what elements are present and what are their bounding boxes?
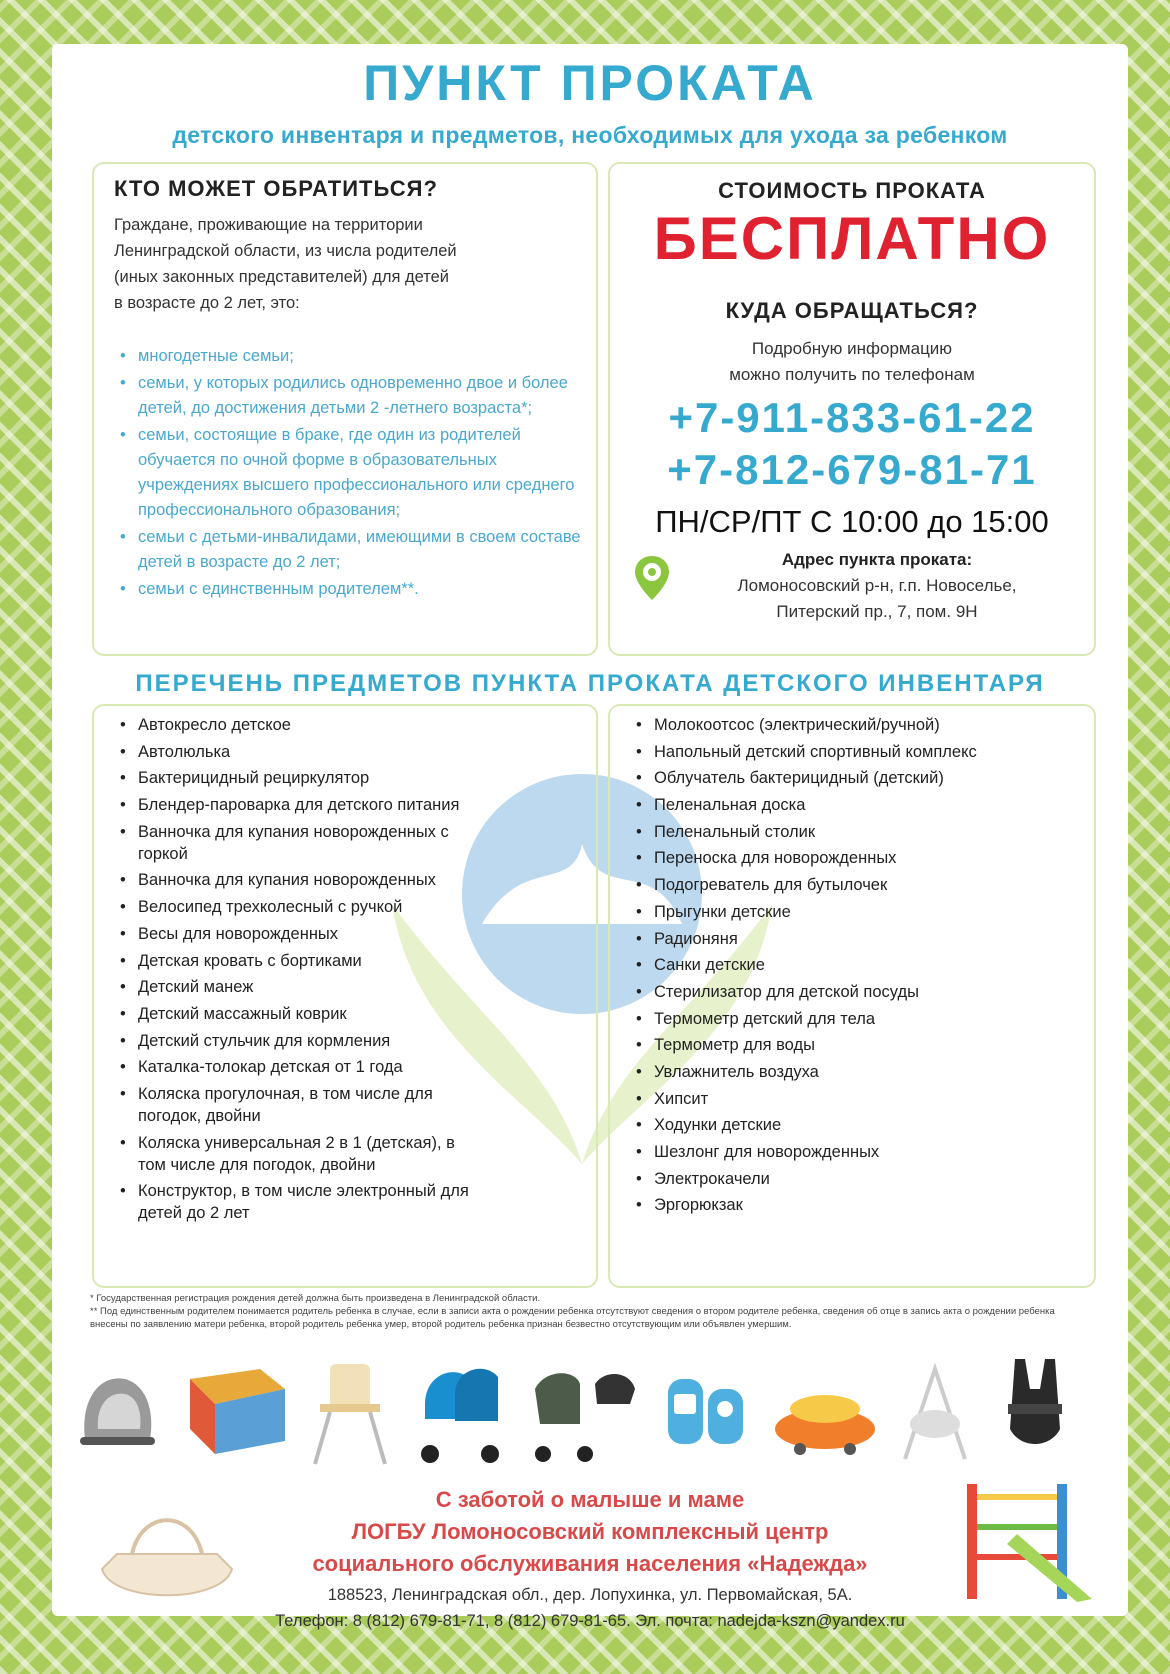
baby-carrier-image: [990, 1349, 1080, 1467]
contact-text: [610, 336, 1094, 388]
footer-contact-info: Телефон: 8 (812) 679-81-71, 8 (812) 679-81-65. Эл. почта: nadejda-kszn@yandex.ru: [275, 1612, 905, 1630]
inventory-item: • Автокресло детское: [116, 714, 586, 736]
inventory-item: • Увлажнитель воздуха: [632, 1061, 1084, 1083]
inventory-item: • Стерилизатор для детской посуды: [632, 981, 1084, 1003]
phone-number-2[interactable]: +7-812-679-81-71: [667, 446, 1037, 493]
inventory-item: • Термометр для воды: [632, 1034, 1084, 1056]
inventory-box-right: [608, 704, 1096, 1288]
inventory-list-right: [632, 714, 1084, 1221]
contact-text-line: Подробную информацию: [751, 339, 953, 358]
footnote-2: ** Под единственным родителем понимается родитель ребенка в случае, если в записи акта о рождении ребенка отсутствуют сведения о втором родителе ребенка, сведения об отце в запись акта о рождении ребенка внесены по заявлению матери ребенка, второй родитель ребенка умер, второй родитель ребенка признан безвестно отсутствующим или объявлен умершим.: [90, 1306, 1055, 1330]
inventory-item: • Переноска для новорожденных: [632, 847, 1084, 869]
contact-text-line: можно получить по телефонам: [729, 365, 975, 384]
inventory-item: • Ходунки детские: [632, 1114, 1084, 1136]
inventory-item: • Ванночка для купания новорожденных: [116, 869, 586, 891]
inventory-item: • Бактерицидный рециркулятор: [116, 767, 586, 789]
inventory-item: • Эргорюкзак: [632, 1194, 1084, 1216]
eligibility-item: • семьи, состоящие в браке, где один из родителей обучается по очной форме в образовательных учреждениях высшего профессионального или среднего профессионального образования;: [114, 423, 584, 523]
eligibility-box: [92, 162, 598, 656]
price-contact-box: [608, 162, 1096, 656]
footer-org-line-1: ЛОГБУ Ломоносовский комплексный центр: [351, 1519, 829, 1544]
inventory-item: • Блендер-пароварка для детского питания: [116, 794, 586, 816]
inventory-item: • Ванночка для купания новорожденных с горкой: [116, 821, 478, 865]
eligibility-text-line: Граждане, проживающие на территории: [114, 216, 423, 234]
inventory-item: • Молокоотсос (электрический/ручной): [632, 714, 1084, 736]
price-value: БЕСПЛАТНО: [653, 205, 1051, 272]
phone-number-1[interactable]: +7-911-833-61-22: [668, 394, 1036, 441]
inventory-item: • Коляска прогулочная, в том числе для погодок, двойни: [116, 1083, 438, 1127]
inventory-item: • Коляска универсальная 2 в 1 (детская), в том числе для погодок, двойни: [116, 1132, 468, 1176]
address-line-2: Питерский пр., 7, пом. 9Н: [776, 602, 978, 621]
inventory-item: • Пеленальный столик: [632, 821, 1084, 843]
inventory-item: • Детский стульчик для кормления: [116, 1030, 586, 1052]
eligibility-item: • семьи, у которых родились одновременно двое и более детей, до достижения детьми 2 -летнего возраста*;: [114, 371, 584, 421]
footnote-1: * Государственная регистрация рождения детей должна быть произведена в Ленинградской области.: [90, 1293, 541, 1304]
eligibility-text-line: Ленинградской области, из числа родителей: [114, 242, 457, 260]
working-hours: ПН/СР/ПТ С 10:00 до 15:00: [655, 504, 1049, 539]
eligibility-heading: КТО МОЖЕТ ОБРАТИТЬСЯ?: [114, 176, 438, 201]
inventory-list-left: [116, 714, 586, 1229]
inventory-item: • Пеленальная доска: [632, 794, 1084, 816]
contact-heading: КУДА ОБРАЩАТЬСЯ?: [725, 298, 979, 323]
address-title: Адрес пункта проката:: [781, 550, 973, 569]
inventory-item: • Детский массажный коврик: [116, 1003, 586, 1025]
eligibility-item: • семьи с детьми-инвалидами, имеющими в своем составе детей в возрасте до 2 лет;: [114, 525, 584, 575]
footnotes: [90, 1292, 1090, 1331]
inventory-item: • Прыгунки детские: [632, 901, 1084, 923]
inventory-item: • Велосипед трехколесный с ручкой: [116, 896, 586, 918]
inventory-item: • Каталка-толокар детская от 1 года: [116, 1056, 586, 1078]
eligibility-item: • семьи с единственным родителем**.: [114, 577, 584, 602]
address-line-1: Ломоносовский р-н, г.п. Новоселье,: [737, 576, 1017, 595]
inventory-item: • Подогреватель для бутылочек: [632, 874, 1084, 896]
twin-stroller-image: [410, 1349, 510, 1467]
inventory-item: • Конструктор, в том числе электронный для детей до 2 лет: [116, 1180, 478, 1224]
eligibility-list: [114, 344, 584, 604]
inventory-item: • Автолюлька: [116, 741, 586, 763]
inventory-item: • Напольный детский спортивный комплекс: [632, 741, 1084, 763]
inventory-item: • Шезлонг для новорожденных: [632, 1141, 1084, 1163]
inventory-item: • Хипсит: [632, 1088, 1084, 1110]
high-chair-image: [305, 1349, 395, 1467]
inventory-heading: ПЕРЕЧЕНЬ ПРЕДМЕТОВ ПУНКТА ПРОКАТА ДЕТСКОГО ИНВЕНТАРЯ: [135, 670, 1045, 697]
page-subtitle: детского инвентаря и предметов, необходимых для ухода за ребенком: [172, 122, 1008, 148]
baby-swing-image: [890, 1349, 980, 1467]
inventory-item: • Термометр детский для тела: [632, 1008, 1084, 1030]
poster-sheet: [52, 44, 1128, 1630]
footer-slogan: С заботой о малыше и маме: [435, 1487, 745, 1512]
product-images-row: [70, 1349, 1110, 1469]
eligibility-text-line: (иных законных представителей) для детей: [114, 268, 449, 286]
playpen-image: [180, 1349, 290, 1467]
eligibility-text-line: в возрасте до 2 лет, это:: [114, 294, 300, 312]
car-seat-image: [70, 1349, 160, 1467]
inventory-item: • Радионяня: [632, 928, 1084, 950]
footer-address: 188523, Ленинградская обл., дер. Лопухинка, ул. Первомайская, 5А.: [327, 1586, 853, 1604]
page-title: ПУНКТ ПРОКАТА: [363, 55, 817, 111]
inventory-box-left: [92, 704, 598, 1288]
price-heading: СТОИМОСТЬ ПРОКАТА: [718, 178, 986, 203]
stroller-image: [525, 1349, 640, 1467]
inventory-item: • Весы для новорожденных: [116, 923, 586, 945]
inventory-item: • Детская кровать с бортиками: [116, 950, 586, 972]
inventory-item: • Детский манеж: [116, 976, 586, 998]
eligibility-text: [114, 212, 574, 316]
inventory-item: • Электрокачели: [632, 1168, 1084, 1190]
eligibility-item: • многодетные семьи;: [114, 344, 584, 369]
location-pin-icon: [632, 554, 672, 602]
baby-monitor-image: [660, 1349, 750, 1467]
baby-walker-image: [770, 1349, 880, 1467]
footer-org-line-2: социального обслуживания населения «Надежда»: [312, 1551, 868, 1576]
inventory-item: • Санки детские: [632, 954, 1084, 976]
climbing-frame-image: [957, 1474, 1097, 1604]
inventory-item: • Облучатель бактерицидный (детский): [632, 767, 1084, 789]
